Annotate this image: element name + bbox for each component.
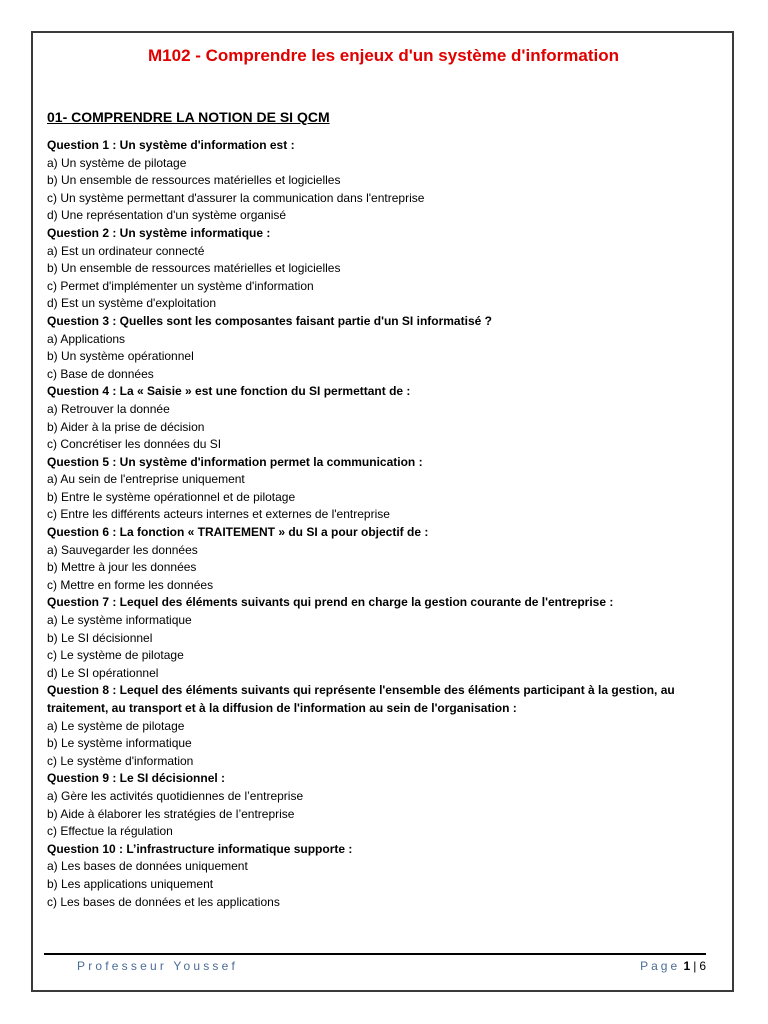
answer-option: c) Concrétiser les données du SI: [47, 437, 222, 452]
answer-option: b) Un ensemble de ressources matérielles et logicielles: [47, 261, 341, 276]
question-9: [47, 770, 719, 840]
answer-option: c) Effectue la régulation: [47, 824, 173, 839]
question-title: Question 9 : Le SI décisionnel :: [47, 771, 226, 786]
answer-option: b) Mettre à jour les données: [47, 560, 197, 575]
answer-option: b) Aide à élaborer les stratégies de l’entreprise: [47, 806, 295, 821]
question-title: Question 3 : Quelles sont les composantes faisant partie d'un SI informatisé ?: [47, 313, 492, 328]
answer-option: b) Le système informatique: [47, 736, 192, 751]
answer-option: c) Le système d'information: [47, 753, 194, 768]
page-total: 6: [699, 959, 706, 973]
question-8: [47, 682, 719, 770]
question-title: Question 10 : L’infrastructure informatique supporte :: [47, 841, 353, 856]
answer-option: a) Applications: [47, 331, 126, 346]
question-title: Question 5 : Un système d'information permet la communication :: [47, 454, 423, 469]
answer-option: b) Un système opérationnel: [47, 349, 194, 364]
page-number: 1: [683, 959, 691, 973]
answer-option: c) Le système de pilotage: [47, 648, 184, 663]
question-title: Question 7 : Lequel des éléments suivants qui prend en charge la gestion courante de l'entreprise :: [47, 595, 614, 610]
answer-option: b) Un ensemble de ressources matérielles et logicielles: [47, 173, 341, 188]
answer-option: d) Le SI opérationnel: [47, 665, 159, 680]
answer-option: c) Permet d'implémenter un système d'information: [47, 278, 314, 293]
answer-option: a) Gère les activités quotidiennes de l’entreprise: [47, 788, 304, 803]
question-4: [47, 383, 719, 453]
answer-option: c) Entre les différents acteurs internes et externes de l'entreprise: [47, 507, 390, 522]
document-title: M102 - Comprendre les enjeux d'un système d'information: [148, 46, 619, 65]
answer-option: a) Au sein de l'entreprise uniquement: [47, 472, 245, 487]
page-separator: |: [693, 959, 697, 973]
answer-option: a) Est un ordinateur connecté: [47, 243, 205, 258]
answer-option: c) Mettre en forme les données: [47, 577, 214, 592]
answer-option: c) Base de données: [47, 366, 154, 381]
answer-option: a) Les bases de données uniquement: [47, 859, 248, 874]
answer-option: b) Le SI décisionnel: [47, 630, 153, 645]
question-5: [47, 454, 719, 524]
answer-option: a) Le système informatique: [47, 613, 192, 628]
answer-option: a) Le système de pilotage: [47, 718, 185, 733]
question-6: [47, 524, 719, 594]
question-title: Question 2 : Un système informatique :: [47, 225, 271, 240]
question-7: [47, 594, 719, 682]
footer-author: Professeur Youssef: [77, 959, 239, 973]
answer-option: b) Entre le système opérationnel et de pilotage: [47, 489, 296, 504]
question-title: Question 1 : Un système d'information est :: [47, 138, 295, 152]
question-2: [47, 225, 719, 313]
question-title: Question 8 : Lequel des éléments suivants qui représente l'ensemble des éléments participant à la gestion, au traitement, au transport et à la diffusion de l'information au sein de l'organisation :: [47, 683, 675, 715]
answer-option: c) Les bases de données et les applications: [47, 894, 280, 909]
question-10: [47, 841, 719, 911]
question-1: [47, 137, 719, 225]
answer-option: d) Une représentation d'un système organisé: [47, 208, 287, 223]
answer-option: b) Aider à la prise de décision: [47, 419, 205, 434]
answer-option: a) Sauvegarder les données: [47, 542, 198, 557]
answer-option: b) Les applications uniquement: [47, 876, 214, 891]
answer-option: a) Retrouver la donnée: [47, 401, 170, 416]
answer-option: c) Un système permettant d'assurer la communication dans l'entreprise: [47, 190, 425, 205]
answer-option: d) Est un système d'exploitation: [47, 296, 217, 311]
question-list: [47, 137, 719, 911]
question-3: [47, 313, 719, 383]
page-label: Page: [640, 959, 681, 973]
page-indicator: [640, 957, 706, 975]
question-title: Question 6 : La fonction « TRAITEMENT » du SI a pour objectif de :: [47, 525, 429, 540]
answer-option: a) Un système de pilotage: [47, 155, 187, 170]
footer-divider: [44, 953, 706, 955]
section-heading: 01- COMPRENDRE LA NOTION DE SI QCM: [47, 109, 330, 125]
question-title: Question 4 : La « Saisie » est une fonction du SI permettant de :: [47, 384, 411, 399]
